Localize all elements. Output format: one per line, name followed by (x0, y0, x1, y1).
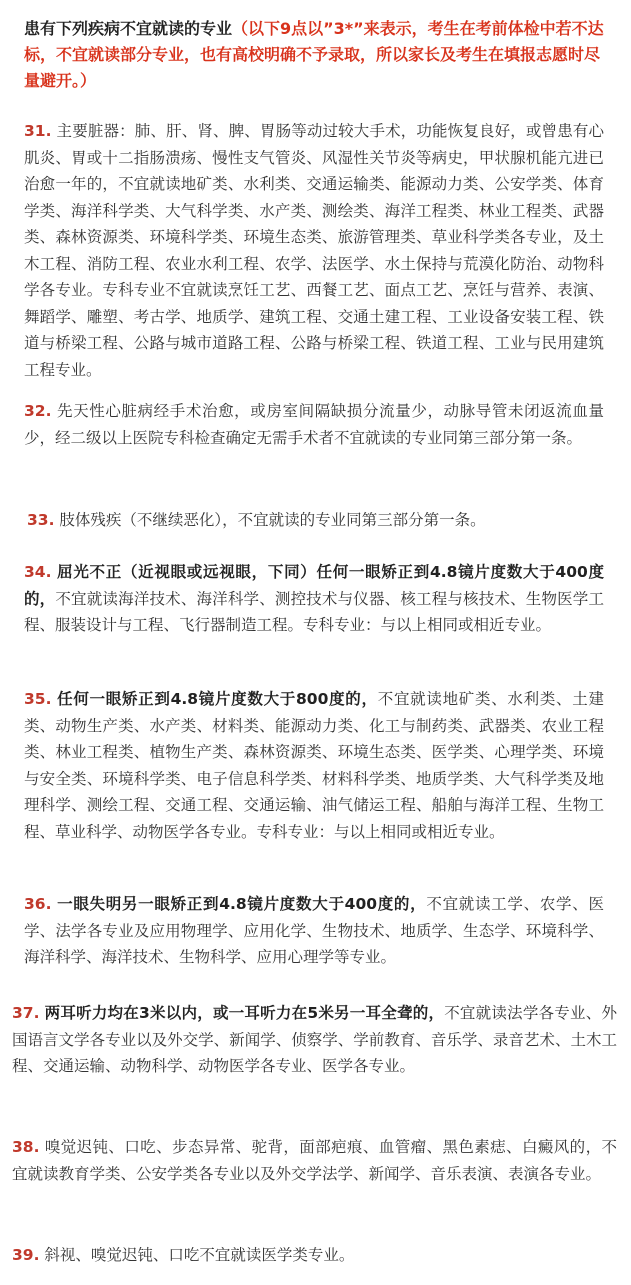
list-item-35 (24, 686, 604, 845)
item-bold-text: 屈光不正（近视眼或远视眼，下同）任何一眼矫正到4.8镜片度数大于400度的， (24, 563, 604, 608)
list-item-34 (24, 559, 604, 639)
list-item-38 (12, 1134, 617, 1187)
list-item-37 (12, 1000, 617, 1080)
item-text: 先天性心脏病经手术治愈，或房室间隔缺损分流量少，动脉导管未闭返流血量少，经二级以上医院专科检查确定无需手术者不宜就读的专业同第三部分第一条。 (24, 402, 604, 447)
intro-heading (24, 16, 614, 94)
item-text: 不宜就读海洋技术、海洋科学、测控技术与仪器、核工程与核技术、生物医学工程、服装设计与工程、飞行器制造工程。专科专业：与以上相同或相近专业。 (24, 589, 604, 634)
list-item-36 (24, 891, 604, 971)
list-item-39 (12, 1242, 617, 1269)
item-number: 34. (24, 563, 52, 581)
item-text: 肢体残疾（不继续恶化），不宜就读的专业同第三部分第一条。 (59, 511, 486, 529)
intro-title: 患有下列疾病不宜就读的专业 (24, 19, 233, 38)
item-text: 不宜就读地矿类、水利类、土建类、动物生产类、水产类、材料类、能源动力类、化工与制药类、武器类、农业工程类、林业工程类、植物生产类、森林资源类、环境生态类、医学类、心理学类、环境与安全类、环境科学类、电子信息科学类、材料科学类、地质学类、大气科学类及地理科学、测绘工程、交通工程、交通运输、油气储运工程、船舶与海洋工程、生物工程、草业科学、动物医学各专业。专科专业：与以上相同或相近专业。 (24, 690, 604, 841)
item-bold-text: 一眼失明另一眼矫正到4.8镜片度数大于400度的， (57, 895, 427, 913)
item-number: 36. (24, 895, 52, 913)
list-item-32 (24, 398, 604, 451)
list-item-33 (27, 507, 607, 534)
item-text: 主要脏器：肺、肝、肾、脾、胃肠等动过较大手术，功能恢复良好，或曾患有心肌炎、胃或十二指肠溃疡、慢性支气管炎、风湿性关节炎等病史，甲状腺机能亢进已治愈一年的，不宜就读地矿类、水利类、交通运输类、能源动力类、公安学类、体育学类、海洋科学类、大气科学类、水产类、测绘类、海洋工程类、林业工程类、武器类、森林资源类、环境科学类、环境生态类、旅游管理类、草业科学类各专业，及土木工程、消防工程、农业水利工程、农学、法医学、水土保持与荒漠化防治、动物科学各专业。专科专业不宜就读烹饪工艺、西餐工艺、面点工艺、烹饪与营养、表演、舞蹈学、雕塑、考古学、地质学、建筑工程、交通土建工程、工业设备安装工程、铁道与桥梁工程、公路与城市道路工程、公路与桥梁工程、铁道工程、工业与民用建筑工程专业。 (24, 122, 604, 379)
item-text: 不宜就读法学各专业、外国语言文学各专业以及外交学、新闻学、侦察学、学前教育、音乐学、录音艺术、土木工程、交通运输、动物科学、动物医学各专业、医学各专业。 (12, 1004, 617, 1075)
item-text: 嗅觉迟钝、口吃、步态异常、驼背，面部疤痕、血管瘤、黑色素痣、白癜风的，不宜就读教育学类、公安学类各专业以及外交学法学、新闻学、音乐表演、表演各专业。 (12, 1138, 617, 1183)
item-number: 35. (24, 690, 52, 708)
list-item-31 (24, 118, 604, 383)
item-number: 38. (12, 1138, 40, 1156)
item-number: 39. (12, 1246, 40, 1264)
intro-note: （以下9点以”3*”来表示，考生在考前体检中若不达标，不宜就读部分专业，也有高校明确不予录取，所以家长及考生在填报志愿时尽量避开。） (24, 19, 604, 90)
item-number: 32. (24, 402, 52, 420)
item-number: 31. (24, 122, 52, 140)
item-bold-text: 两耳听力均在3米以内，或一耳听力在5米另一耳全聋的， (44, 1004, 445, 1022)
item-bold-text: 任何一眼矫正到4.8镜片度数大于800度的， (57, 690, 378, 708)
item-text: 斜视、嗅觉迟钝、口吃不宜就读医学类专业。 (44, 1246, 355, 1264)
item-number: 37. (12, 1004, 40, 1022)
item-number: 33. (27, 511, 55, 529)
item-text: 不宜就读工学、农学、医学、法学各专业及应用物理学、应用化学、生物技术、地质学、生态学、环境科学、海洋科学、海洋技术、生物科学、应用心理学等专业。 (24, 895, 604, 966)
